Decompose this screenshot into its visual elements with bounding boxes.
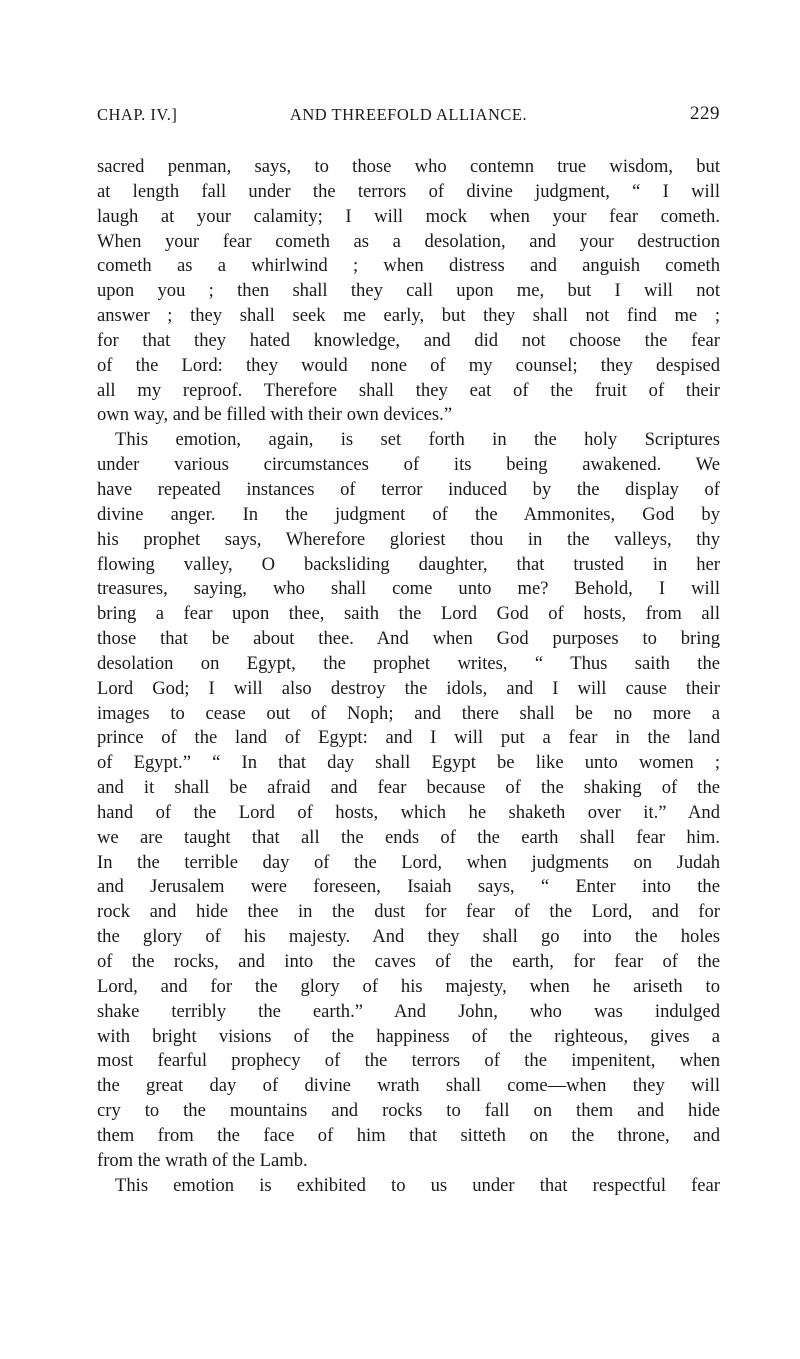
text-line: cry to the mountains and rocks to fall on them and hide: [97, 1100, 720, 1122]
text-line: prince of the land of Egypt: and I will put a fear in the land: [97, 727, 720, 749]
text-line: When your fear cometh as a desolation, and your destruction: [97, 230, 720, 252]
text-line: own way, and be filled with their own devices.”: [97, 404, 453, 426]
text-line: at length fall under the terrors of divine judgment, “ I will: [97, 180, 720, 202]
text-line: sacred penman, says, to those who contemn true wisdom, but: [97, 156, 720, 177]
text-line: them from the face of him that sitteth on the throne, and: [97, 1124, 720, 1146]
text-line: of the Lord: they would none of my counsel; they despised: [97, 354, 720, 376]
page-number: 229: [690, 103, 720, 124]
text-line: cometh as a whirlwind ; when distress and anguish cometh: [97, 255, 720, 277]
text-line: In the terrible day of the Lord, when judgments on Judah: [97, 851, 720, 873]
text-line: hand of the Lord of hosts, which he shaketh over it.” And: [97, 801, 720, 823]
text-line: those that be about thee. And when God purposes to bring: [97, 628, 720, 650]
running-header: [97, 105, 720, 133]
text-line: most fearful prophecy of the terrors of the impenitent, when: [97, 1050, 720, 1072]
text-line: of the rocks, and into the caves of the earth, for fear of the: [97, 951, 720, 972]
text-line: desolation on Egypt, the prophet writes, “ Thus saith the: [97, 652, 720, 674]
text-line: flowing valley, O backsliding daughter, that trusted in her: [97, 553, 720, 575]
text-line: laugh at your calamity; I will mock when your fear cometh.: [97, 205, 720, 227]
text-line: bring a fear upon thee, saith the Lord God of hosts, from all: [97, 603, 720, 625]
running-title: AND THREEFOLD ALLIANCE.: [289, 105, 528, 124]
text-line: with bright visions of the happiness of the righteous, gives a: [97, 1025, 720, 1047]
body-text: [97, 155, 720, 1198]
text-line: Lord God; I will also destroy the idols, and I will cause their: [97, 677, 720, 699]
text-line: answer ; they shall seek me early, but they shall not find me ;: [97, 305, 720, 327]
text-line: his prophet says, Wherefore gloriest thou in the valleys, thy: [97, 528, 720, 550]
text-line: have repeated instances of terror induced by the display of: [97, 478, 720, 500]
text-line: the glory of his majesty. And they shall go into the holes: [97, 926, 720, 948]
text-line: all my reproof. Therefore shall they eat of the fruit of their: [97, 379, 720, 401]
text-line: and Jerusalem were foreseen, Isaiah says, “ Enter into the: [97, 876, 720, 898]
text-line: upon you ; then shall they call upon me, but I will not: [97, 280, 720, 302]
text-line: of Egypt.” “ In that day shall Egypt be like unto women ;: [97, 752, 720, 774]
text-line: This emotion is exhibited to us under that respectful fear: [115, 1174, 720, 1196]
text-line: divine anger. In the judgment of the Ammonites, God by: [97, 503, 720, 525]
text-line: from the wrath of the Lamb.: [97, 1149, 308, 1171]
chapter-label: CHAP. IV.]: [97, 105, 178, 124]
text-line: treasures, saying, who shall come unto me? Behold, I will: [97, 578, 720, 600]
text-line: Lord, and for the glory of his majesty, when he ariseth to: [97, 975, 720, 997]
text-line: under various circumstances of its being awakened. We: [97, 454, 720, 476]
text-line: we are taught that all the ends of the earth shall fear him.: [97, 826, 720, 848]
text-line: the great day of divine wrath shall come—when they will: [97, 1075, 720, 1097]
text-line: images to cease out of Noph; and there shall be no more a: [97, 702, 720, 724]
text-line: and it shall be afraid and fear because of the shaking of the: [97, 777, 720, 799]
text-line: for that they hated knowledge, and did not choose the fear: [97, 329, 720, 351]
text-line: shake terribly the earth.” And John, who was indulged: [97, 1000, 720, 1022]
text-line: rock and hide thee in the dust for fear of the Lord, and for: [97, 901, 720, 923]
text-line: This emotion, again, is set forth in the holy Scriptures: [115, 429, 720, 451]
